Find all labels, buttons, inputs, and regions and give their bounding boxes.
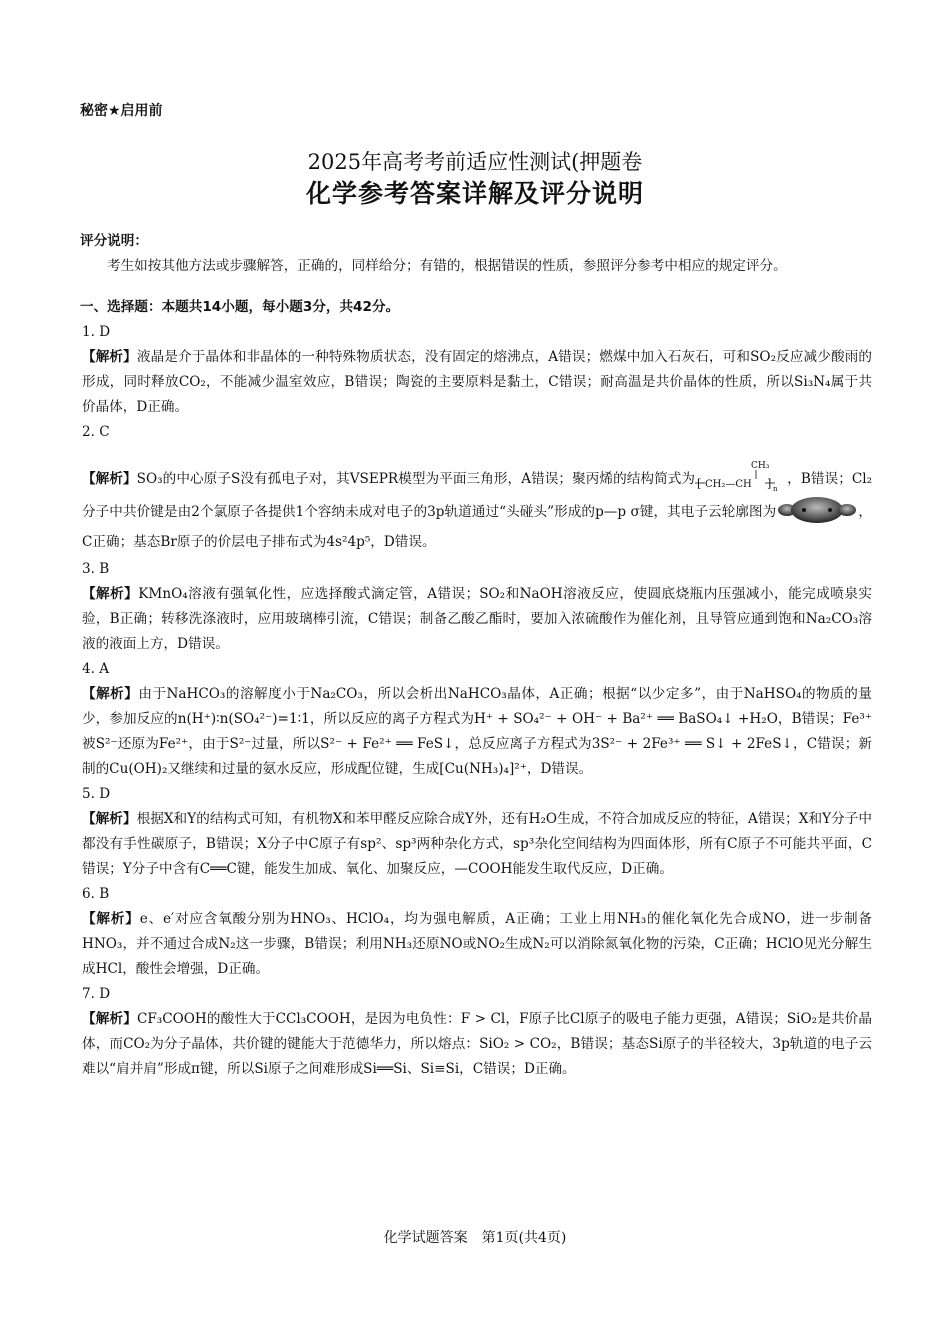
answer-1: 1. D bbox=[82, 324, 111, 340]
page-footer: 化学试题答案 第1页(共4页) bbox=[383, 1230, 567, 1246]
answer-6: 6. B bbox=[82, 886, 110, 902]
answer-7: 7. D bbox=[82, 986, 111, 1002]
explanation-text: ，C正确；基态Br原子的价层电子排布式为4s²4p⁵，D错误。 bbox=[82, 504, 872, 550]
scoring-text: 考生如按其他方法或步骤解答，正确的，同样给分；有错的，根据错误的性质，参照评分参考中相应的规定评分。 bbox=[107, 258, 787, 274]
polymer-chain: CH₂—CH bbox=[705, 479, 752, 490]
answer-5: 5. D bbox=[82, 786, 111, 802]
answer-4: 4. A bbox=[82, 661, 110, 677]
explanation-text: ，B错误；Cl₂分子中共价键是由2个氯原子各提供1个容纳未成对电子的3p轨道通过“头碰头”形成的p—p σ键，其电子云轮廓图为 bbox=[82, 471, 873, 520]
section-heading: 一、选择题：本题共14小题，每小题3分，共42分。 bbox=[80, 299, 400, 315]
svg-text:[: [ bbox=[697, 477, 702, 490]
explanation-text: 由于NaHCO₃的溶解度小于Na₂CO₃，所以会析出NaHCO₃晶体，A正确；根据“以少定多”，由于NaHSO₄的物质的量少，参加反应的n(H⁺)∶n(SO₄²⁻)=1∶1，所以反应的离子方程式为H⁺ + SO₄²⁻ + OH⁻ + Ba²⁺ ══ BaSO₄↓ +H₂O，B错误；Fe³⁺被S²⁻还原为Fe²⁺，由于S²⁻过量，所以S²⁻ + Fe²⁺ ══ FeS↓，总反应离子方程式为3S²⁻ + 2Fe³⁺ ══ S↓ + 2FeS↓，C错误；新制的Cu(OH)₂又继续和过量的氨水反应，形成配位键，生成[Cu(NH₃)₄]²⁺，D错误。 bbox=[82, 686, 872, 777]
explanation-text: KMnO₄溶液有强氧化性，应选择酸式滴定管，A错误；SO₂和NaOH溶液反应，使圆底烧瓶内压强减小，能完成喷泉实验，B正确；转移洗涤液时，应用玻璃棒引流，C错误；制备乙酸乙酯时，要加入浓硫酸作为催化剂，且导管应通到饱和Na₂CO₃溶液的液面上方，D错误。 bbox=[82, 586, 872, 652]
exam-title: 2025年高考考前适应性测试(押题卷 bbox=[307, 150, 643, 174]
confidential-mark: 秘密★启用前 bbox=[80, 103, 163, 119]
explanation-text: 根据X和Y的结构式可知，有机物X和苯甲醛反应除合成Y外，还有H₂O生成，不符合加成反应的特征，A错误；X和Y分子中都没有手性碳原子，B错误；X分子中C原子有sp²、sp³两种杂化方式，sp³杂化空间结构为四面体形，所有C原子不可能共平面，C错误；Y分子中含有C══C键，能发生加成、氧化、加聚反应，—COOH能发生取代反应，D正确。 bbox=[82, 811, 873, 877]
explanation-text: 液晶是介于晶体和非晶体的一种特殊物质状态，没有固定的熔沸点，A错误；燃煤中加入石灰石，可和SO₂反应减少酸雨的形成，同时释放CO₂，不能减少温室效应，B错误；陶瓷的主要原料是黏土，C错误；耐高温是共价晶体的性质，所以Si₃N₄属于共价晶体，D正确。 bbox=[82, 349, 872, 415]
analysis-label: 【解析】 bbox=[82, 911, 140, 927]
analysis-label: 【解析】 bbox=[82, 471, 137, 487]
explanation-4 bbox=[80, 682, 872, 782]
explanation-2 bbox=[80, 459, 872, 557]
analysis-label: 【解析】 bbox=[82, 1011, 137, 1027]
scoring-heading: 评分说明： bbox=[80, 233, 148, 249]
explanation-6 bbox=[80, 907, 872, 982]
explanation-1 bbox=[80, 345, 872, 420]
analysis-label: 【解析】 bbox=[82, 586, 139, 602]
explanation-3 bbox=[80, 582, 872, 657]
analysis-label: 【解析】 bbox=[82, 686, 139, 702]
polypropylene-formula bbox=[695, 459, 787, 493]
polymer-n: n bbox=[773, 485, 778, 493]
explanation-5 bbox=[80, 807, 872, 882]
answer-3: 3. B bbox=[82, 561, 110, 577]
explanation-7 bbox=[80, 1007, 872, 1082]
svg-text:]: ] bbox=[767, 477, 772, 490]
explanation-text: CF₃COOH的酸性大于CCl₃COOH，是因为电负性：F > Cl，F原子比Cl原子的吸电子能力更强，A错误；SiO₂是共价晶体，而CO₂为分子晶体，共价键的键能大于范德华力，所以熔点：SiO₂ > CO₂，B错误；基态Si原子的半径较大，3p轨道的电子云难以“肩并肩”形成π键，所以Si原子之间难形成Si══Si、Si≡Si，C错误；D正确。 bbox=[82, 1011, 873, 1077]
analysis-label: 【解析】 bbox=[82, 349, 137, 365]
p-p-sigma-bond-orbital-image bbox=[776, 494, 858, 526]
explanation-text: SO₃的中心原子S没有孤电子对，其VSEPR模型为平面三角形，A错误；聚丙烯的结构简式为 bbox=[136, 471, 696, 487]
explanation-text: e、e′对应含氧酸分别为HNO₃、HClO₄，均为强电解质，A正确；工业上用NH₃的催化氧化先合成NO，进一步制备HNO₃，并不通过合成N₂这一步骤，B错误；利用NH₃还原NO或NO₂生成N₂可以消除氮氧化物的污染，C正确；HClO见光分解生成HCl，酸性会增强，D正确。 bbox=[82, 911, 872, 977]
answer-2: 2. C bbox=[82, 424, 110, 440]
document-title: 化学参考答案详解及评分说明 bbox=[305, 179, 644, 208]
methyl-label: CH₃ bbox=[751, 461, 770, 471]
content bbox=[80, 229, 872, 1082]
analysis-label: 【解析】 bbox=[82, 811, 137, 827]
